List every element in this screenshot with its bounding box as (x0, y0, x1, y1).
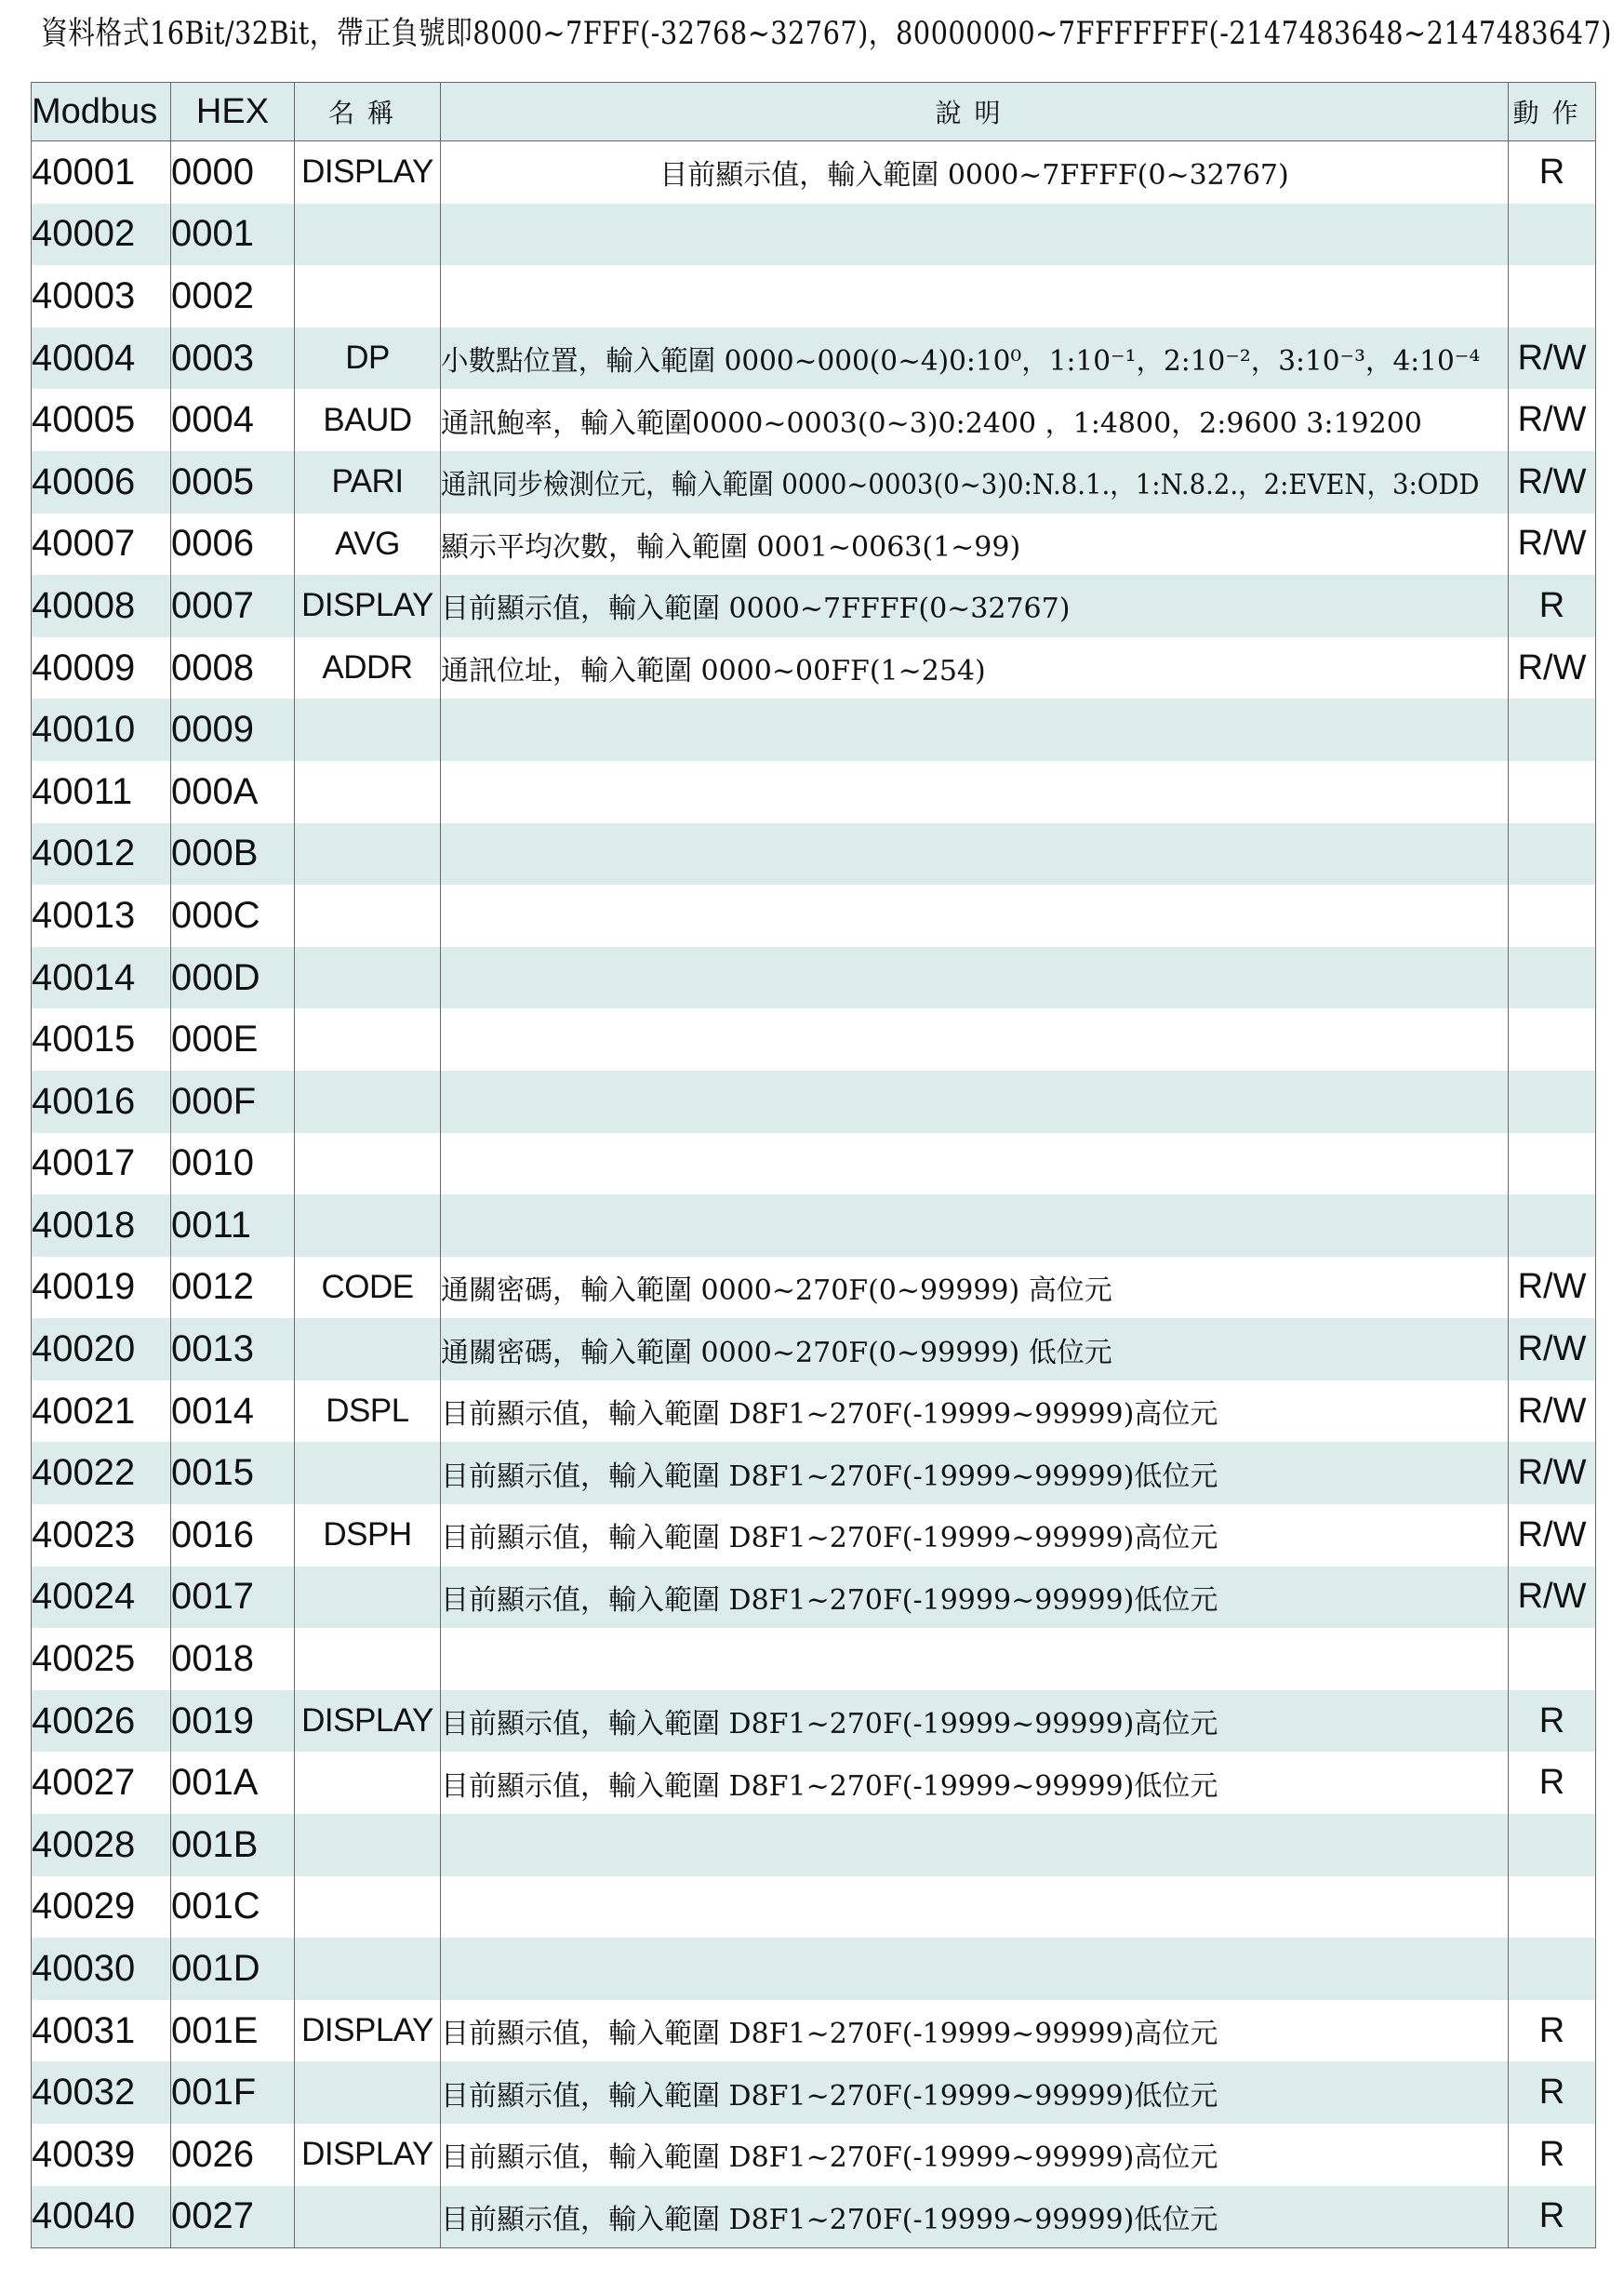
cell-register-name (295, 1938, 441, 2000)
cell-register-name: DISPLAY (295, 575, 441, 637)
cell-modbus-address: 40007 (32, 513, 171, 576)
cell-access-action (1509, 265, 1596, 327)
table-row (32, 1380, 1596, 1443)
table-row (32, 1194, 1596, 1257)
cell-register-name: DSPL (295, 1380, 441, 1443)
cell-modbus-address: 40032 (32, 2061, 171, 2124)
cell-description (441, 947, 1509, 1009)
cell-description (441, 389, 1509, 451)
cell-hex-address: 0027 (171, 2186, 295, 2248)
table-row (32, 2000, 1596, 2062)
cell-hex-address: 0016 (171, 1504, 295, 1567)
table-row (32, 823, 1596, 886)
cell-description (441, 1504, 1509, 1567)
description-text: 目前顯示值，輸入範圍 D8F1~270F(-19999~99999)低位元 (441, 2079, 1218, 2113)
cell-hex-address: 0000 (171, 141, 295, 204)
cell-access-action: R (1509, 2000, 1596, 2062)
table-row (32, 2124, 1596, 2186)
cell-access-action (1509, 1628, 1596, 1690)
description-text: 通訊鮑率，輸入範圍0000~0003(0~3)0:2400 ，1:4800，2:9600 3:19200 (441, 407, 1422, 440)
table-row (32, 1133, 1596, 1195)
cell-access-action: R/W (1509, 1380, 1596, 1443)
table-row (32, 2061, 1596, 2124)
cell-description (441, 1318, 1509, 1380)
cell-access-action (1509, 1194, 1596, 1257)
cell-modbus-address: 40009 (32, 637, 171, 700)
cell-description (441, 575, 1509, 637)
column-header-hex: HEX (171, 83, 295, 141)
cell-description (441, 699, 1509, 761)
cell-modbus-address: 40018 (32, 1194, 171, 1257)
cell-hex-address: 0002 (171, 265, 295, 327)
cell-hex-address: 001F (171, 2061, 295, 2124)
cell-register-name (295, 1318, 441, 1380)
cell-description (441, 1008, 1509, 1071)
cell-register-name (295, 885, 441, 947)
cell-modbus-address: 40039 (32, 2124, 171, 2186)
cell-access-action (1509, 1938, 1596, 2000)
cell-access-action: R/W (1509, 389, 1596, 451)
table-row (32, 699, 1596, 761)
cell-register-name (295, 1008, 441, 1071)
cell-modbus-address: 40005 (32, 389, 171, 451)
table-row (32, 265, 1596, 327)
cell-description (441, 1257, 1509, 1319)
cell-hex-address: 0026 (171, 2124, 295, 2186)
column-header-action: 動作 (1509, 83, 1596, 141)
cell-register-name: DISPLAY (295, 2124, 441, 2186)
cell-description (441, 2186, 1509, 2248)
cell-modbus-address: 40027 (32, 1752, 171, 1814)
cell-modbus-address: 40022 (32, 1442, 171, 1504)
cell-modbus-address: 40010 (32, 699, 171, 761)
table-row (32, 1567, 1596, 1629)
cell-access-action: R/W (1509, 1567, 1596, 1629)
table-header-row (32, 83, 1596, 141)
cell-description (441, 2000, 1509, 2062)
cell-register-name (295, 2061, 441, 2124)
table-row (32, 1318, 1596, 1380)
cell-access-action (1509, 1071, 1596, 1133)
cell-access-action (1509, 885, 1596, 947)
cell-modbus-address: 40019 (32, 1257, 171, 1319)
cell-hex-address: 0011 (171, 1194, 295, 1257)
cell-access-action: R/W (1509, 1257, 1596, 1319)
table-row (32, 204, 1596, 266)
cell-register-name: AVG (295, 513, 441, 576)
cell-hex-address: 0005 (171, 451, 295, 513)
cell-description (441, 327, 1509, 390)
cell-register-name (295, 204, 441, 266)
cell-access-action (1509, 204, 1596, 266)
cell-modbus-address: 40024 (32, 1567, 171, 1629)
table-row (32, 513, 1596, 576)
cell-hex-address: 001A (171, 1752, 295, 1814)
cell-modbus-address: 40006 (32, 451, 171, 513)
cell-hex-address: 0012 (171, 1257, 295, 1319)
cell-access-action: R/W (1509, 451, 1596, 513)
table-row (32, 327, 1596, 390)
cell-register-name: DP (295, 327, 441, 390)
cell-modbus-address: 40003 (32, 265, 171, 327)
column-header-name: 名稱 (295, 83, 441, 141)
cell-description (441, 1133, 1509, 1195)
cell-access-action (1509, 1008, 1596, 1071)
cell-description (441, 637, 1509, 700)
cell-register-name (295, 2186, 441, 2248)
cell-register-name (295, 1071, 441, 1133)
cell-modbus-address: 40017 (32, 1133, 171, 1195)
table-row (32, 1008, 1596, 1071)
cell-modbus-address: 40015 (32, 1008, 171, 1071)
table-row (32, 389, 1596, 451)
cell-modbus-address: 40031 (32, 2000, 171, 2062)
cell-hex-address: 0019 (171, 1690, 295, 1753)
cell-register-name (295, 1876, 441, 1939)
cell-modbus-address: 40001 (32, 141, 171, 204)
table-row (32, 1938, 1596, 2000)
cell-hex-address: 001B (171, 1814, 295, 1876)
cell-modbus-address: 40008 (32, 575, 171, 637)
cell-access-action: R (1509, 2186, 1596, 2248)
cell-modbus-address: 40040 (32, 2186, 171, 2248)
cell-register-name (295, 1814, 441, 1876)
cell-access-action: R/W (1509, 1442, 1596, 1504)
cell-register-name (295, 1567, 441, 1629)
cell-hex-address: 0004 (171, 389, 295, 451)
cell-hex-address: 001D (171, 1938, 295, 2000)
cell-access-action: R (1509, 2061, 1596, 2124)
cell-register-name: DISPLAY (295, 2000, 441, 2062)
cell-hex-address: 001E (171, 2000, 295, 2062)
data-format-note: 資料格式16Bit/32Bit，帶正負號即8000~7FFF(-32768~32767)，80000000~7FFFFFFF(-2147483648~2147483647) (41, 15, 1612, 52)
description-text: 目前顯示值，輸入範圍 0000~7FFFF(0~32767) (441, 593, 1071, 626)
cell-access-action: R/W (1509, 327, 1596, 390)
cell-register-name: DISPLAY (295, 141, 441, 204)
cell-description (441, 1876, 1509, 1939)
cell-modbus-address: 40002 (32, 204, 171, 266)
description-text: 通訊同步檢測位元，輸入範圍 0000~0003(0~3)0:N.8.1.，1:N.8.2.，2:EVEN，3:ODD (441, 469, 1480, 502)
table-row (32, 2186, 1596, 2248)
cell-hex-address: 0013 (171, 1318, 295, 1380)
cell-register-name (295, 265, 441, 327)
table-row (32, 1504, 1596, 1567)
cell-description (441, 513, 1509, 576)
cell-hex-address: 000C (171, 885, 295, 947)
table-row (32, 637, 1596, 700)
cell-access-action (1509, 699, 1596, 761)
cell-access-action: R/W (1509, 1318, 1596, 1380)
table-row (32, 1876, 1596, 1939)
cell-hex-address: 001C (171, 1876, 295, 1939)
description-text: 顯示平均次數，輸入範圍 0001~0063(1~99) (441, 530, 1021, 564)
cell-hex-address: 0014 (171, 1380, 295, 1443)
cell-description (441, 885, 1509, 947)
cell-description (441, 1690, 1509, 1753)
cell-register-name (295, 1442, 441, 1504)
cell-hex-address: 0003 (171, 327, 295, 390)
cell-modbus-address: 40029 (32, 1876, 171, 1939)
cell-description (441, 1752, 1509, 1814)
cell-modbus-address: 40016 (32, 1071, 171, 1133)
table-row (32, 1257, 1596, 1319)
cell-hex-address: 000B (171, 823, 295, 886)
description-text: 目前顯示值，輸入範圍 D8F1~270F(-19999~99999)高位元 (441, 1398, 1218, 1432)
table-row (32, 1442, 1596, 1504)
cell-hex-address: 0010 (171, 1133, 295, 1195)
cell-modbus-address: 40012 (32, 823, 171, 886)
cell-register-name: CODE (295, 1257, 441, 1319)
cell-register-name (295, 1752, 441, 1814)
cell-description (441, 823, 1509, 886)
cell-access-action: R (1509, 141, 1596, 204)
description-text: 通關密碼，輸入範圍 0000~270F(0~99999) 低位元 (441, 1336, 1112, 1369)
cell-description (441, 1071, 1509, 1133)
column-header-description: 說明 (441, 83, 1509, 141)
cell-access-action (1509, 1133, 1596, 1195)
cell-description (441, 451, 1509, 513)
description-text: 通關密碼，輸入範圍 0000~270F(0~99999) 高位元 (441, 1273, 1112, 1307)
cell-description (441, 2061, 1509, 2124)
cell-description (441, 1628, 1509, 1690)
cell-register-name: PARI (295, 451, 441, 513)
cell-description (441, 204, 1509, 266)
cell-register-name (295, 1628, 441, 1690)
table-row (32, 1628, 1596, 1690)
cell-access-action: R (1509, 1752, 1596, 1814)
cell-access-action: R/W (1509, 1504, 1596, 1567)
cell-hex-address: 0008 (171, 637, 295, 700)
table-row (32, 1690, 1596, 1753)
description-text: 目前顯示值，輸入範圍 D8F1~270F(-19999~99999)低位元 (441, 1583, 1218, 1617)
cell-modbus-address: 40014 (32, 947, 171, 1009)
table-row (32, 1752, 1596, 1814)
table-row (32, 141, 1596, 204)
cell-description (441, 1380, 1509, 1443)
table-row (32, 575, 1596, 637)
cell-access-action: R (1509, 2124, 1596, 2186)
cell-register-name (295, 761, 441, 823)
cell-access-action (1509, 947, 1596, 1009)
cell-hex-address: 0018 (171, 1628, 295, 1690)
cell-register-name: ADDR (295, 637, 441, 700)
cell-register-name (295, 1133, 441, 1195)
cell-description (441, 1938, 1509, 2000)
cell-modbus-address: 40026 (32, 1690, 171, 1753)
description-text: 目前顯示值，輸入範圍 D8F1~270F(-19999~99999)低位元 (441, 1460, 1218, 1493)
description-text: 通訊位址，輸入範圍 0000~00FF(1~254) (441, 655, 986, 688)
cell-modbus-address: 40025 (32, 1628, 171, 1690)
cell-register-name: DSPH (295, 1504, 441, 1567)
column-header-modbus: Modbus (32, 83, 171, 141)
cell-access-action (1509, 761, 1596, 823)
cell-modbus-address: 40004 (32, 327, 171, 390)
cell-access-action: R (1509, 575, 1596, 637)
cell-modbus-address: 40023 (32, 1504, 171, 1567)
cell-hex-address: 0006 (171, 513, 295, 576)
modbus-register-table (31, 82, 1596, 2248)
description-text: 目前顯示值，輸入範圍 D8F1~270F(-19999~99999)高位元 (441, 1708, 1218, 1741)
cell-description (441, 1442, 1509, 1504)
table-row (32, 1071, 1596, 1133)
table-row (32, 947, 1596, 1009)
cell-hex-address: 000A (171, 761, 295, 823)
cell-access-action: R/W (1509, 637, 1596, 700)
description-text: 目前顯示值，輸入範圍 D8F1~270F(-19999~99999)低位元 (441, 2203, 1218, 2236)
description-text: 小數點位置，輸入範圍 0000~000(0~4)0:10⁰，1:10⁻¹，2:10⁻²，3:10⁻³，4:10⁻⁴ (441, 345, 1481, 379)
cell-modbus-address: 40028 (32, 1814, 171, 1876)
table-row (32, 1814, 1596, 1876)
cell-access-action (1509, 823, 1596, 886)
cell-register-name (295, 823, 441, 886)
description-text: 目前顯示值，輸入範圍 D8F1~270F(-19999~99999)高位元 (441, 2018, 1218, 2051)
cell-modbus-address: 40013 (32, 885, 171, 947)
cell-description (441, 1194, 1509, 1257)
cell-description (441, 761, 1509, 823)
description-text: 目前顯示值，輸入範圍 D8F1~270F(-19999~99999)高位元 (441, 2141, 1218, 2175)
cell-register-name (295, 947, 441, 1009)
cell-modbus-address: 40020 (32, 1318, 171, 1380)
description-text: 目前顯示值，輸入範圍 D8F1~270F(-19999~99999)低位元 (441, 1769, 1218, 1803)
cell-description (441, 265, 1509, 327)
cell-register-name (295, 699, 441, 761)
cell-hex-address: 000E (171, 1008, 295, 1071)
table-row (32, 885, 1596, 947)
cell-description (441, 1567, 1509, 1629)
cell-hex-address: 0017 (171, 1567, 295, 1629)
cell-access-action (1509, 1814, 1596, 1876)
cell-hex-address: 0007 (171, 575, 295, 637)
cell-description (441, 1814, 1509, 1876)
cell-hex-address: 0009 (171, 699, 295, 761)
cell-description (441, 141, 1509, 204)
cell-access-action: R (1509, 1690, 1596, 1753)
cell-hex-address: 000F (171, 1071, 295, 1133)
cell-hex-address: 000D (171, 947, 295, 1009)
description-text: 目前顯示值，輸入範圍 D8F1~270F(-19999~99999)高位元 (441, 1522, 1218, 1555)
cell-access-action (1509, 1876, 1596, 1939)
cell-modbus-address: 40030 (32, 1938, 171, 2000)
cell-hex-address: 0015 (171, 1442, 295, 1504)
cell-modbus-address: 40021 (32, 1380, 171, 1443)
description-text: 目前顯示值，輸入範圍 0000~7FFFF(0~32767) (659, 159, 1289, 193)
cell-modbus-address: 40011 (32, 761, 171, 823)
cell-description (441, 2124, 1509, 2186)
cell-hex-address: 0001 (171, 204, 295, 266)
cell-access-action: R/W (1509, 513, 1596, 576)
cell-register-name: DISPLAY (295, 1690, 441, 1753)
cell-register-name (295, 1194, 441, 1257)
cell-register-name: BAUD (295, 389, 441, 451)
table-row (32, 761, 1596, 823)
table-body (32, 141, 1596, 2248)
table-row (32, 451, 1596, 513)
